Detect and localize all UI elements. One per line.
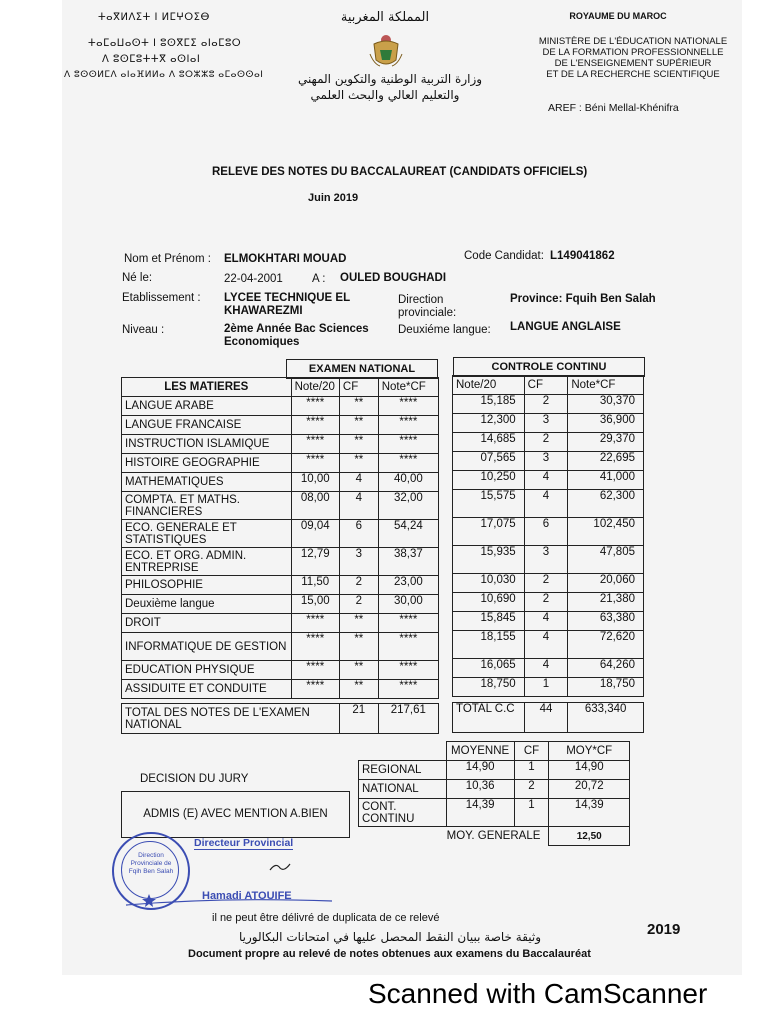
table-row — [453, 433, 644, 452]
national-note-cf-cell: **** — [378, 397, 438, 416]
cc-cf-cell: 2 — [524, 593, 568, 612]
national-cf-cell: ** — [339, 454, 378, 473]
cc-note-cf-cell: 21,380 — [568, 593, 644, 612]
cc-cf-cell: 3 — [524, 414, 568, 433]
ministry-fr-line: DE L'ENSEIGNEMENT SUPÉRIEUR — [554, 58, 712, 69]
avg-col-cf: CF — [514, 742, 549, 761]
ministry-fr-block — [538, 36, 728, 80]
subject-cell: LANGUE FRANCAISE — [122, 416, 292, 435]
general-average-value: 12,50 — [549, 827, 630, 846]
subject-cell: COMPTA. ET MATHS. FINANCIERES — [122, 492, 292, 520]
national-note-cf-cell: **** — [378, 661, 438, 680]
national-cf-cell: ** — [339, 397, 378, 416]
subject-cell: ECO. ET ORG. ADMIN. ENTREPRISE — [122, 548, 292, 576]
table-row — [453, 452, 644, 471]
national-note-cf-cell: 30,00 — [378, 595, 438, 614]
cc-note-cf-cell: 22,695 — [568, 452, 644, 471]
average-moy-cell: 14,39 — [446, 799, 514, 827]
subjects-header: LES MATIERES — [122, 378, 292, 397]
jury-decision: ADMIS (E) AVEC MENTION A.BIEN — [121, 791, 350, 838]
cc-note-cell: 12,300 — [453, 414, 525, 433]
subject-cell: Deuxième langue — [122, 595, 292, 614]
table-row — [122, 492, 439, 520]
total-cc-value: 633,340 — [568, 703, 644, 733]
national-note-cell: 11,50 — [291, 576, 339, 595]
table-row — [122, 548, 439, 576]
average-cf-cell: 1 — [514, 799, 549, 827]
signature-name: Hamadi ATOUIFE — [202, 890, 292, 902]
average-cf-cell: 2 — [514, 780, 549, 799]
table-row — [453, 678, 644, 697]
cc-note-cf-cell: 62,300 — [568, 490, 644, 518]
table-row — [122, 520, 439, 548]
average-moy-cell: 10,36 — [446, 780, 514, 799]
national-note-cf-cell: **** — [378, 633, 438, 661]
cc-cf-cell: 1 — [524, 678, 568, 697]
school-label: Etablissement : — [122, 292, 201, 304]
tifinagh-line-3: ⴷ ⵓⵙⵎⵓⵜⵜⴳ ⴰⵙⵏⴰⵏ — [102, 54, 201, 65]
cc-note-cell: 18,155 — [453, 631, 525, 659]
cc-note-cf-cell: 30,370 — [568, 395, 644, 414]
table-row — [453, 612, 644, 631]
national-cf-cell: 2 — [339, 576, 378, 595]
total-national-cf: 21 — [339, 704, 378, 734]
national-cf-cell: ** — [339, 633, 378, 661]
table-row — [122, 633, 439, 661]
cc-grades-table — [452, 375, 644, 697]
national-note-cf-cell: **** — [378, 416, 438, 435]
direction-label-line: Direction — [398, 294, 444, 306]
average-label-cell: REGIONAL — [359, 761, 447, 780]
school-line: LYCEE TECHNIQUE EL — [224, 292, 351, 304]
level-line: Economiques — [224, 336, 300, 348]
table-row — [453, 471, 644, 490]
level-label: Niveau : — [122, 324, 165, 336]
total-cc-label: TOTAL C.C — [453, 703, 525, 733]
national-note-cell: 10,00 — [291, 473, 339, 492]
subject-cell: LANGUE ARABE — [122, 397, 292, 416]
signature-mark-icon — [268, 858, 292, 876]
cc-cf-cell: 2 — [524, 395, 568, 414]
average-moycf-cell: 20,72 — [549, 780, 630, 799]
level-block — [224, 323, 369, 349]
school-block — [224, 292, 350, 318]
national-note-cf-cell: 38,37 — [378, 548, 438, 576]
subject-cell: HISTOIRE GEOGRAPHIE — [122, 454, 292, 473]
cc-col-cf: CF — [524, 376, 568, 395]
lang2-label: Deuxiéme langue: — [398, 324, 491, 336]
cc-note-cell: 10,250 — [453, 471, 525, 490]
average-cf-cell: 1 — [514, 761, 549, 780]
total-national-label — [122, 704, 340, 734]
born-date: 22-04-2001 — [224, 273, 283, 285]
cc-note-cell: 15,185 — [453, 395, 525, 414]
average-label-cell: NATIONAL — [359, 780, 447, 799]
arabic-ministry-1: وزارة التربية الوطنية والتكوين المهني — [297, 72, 483, 86]
national-note-cell: **** — [291, 397, 339, 416]
table-row — [453, 395, 644, 414]
cc-note-cell: 18,750 — [453, 678, 525, 697]
footer-french: Document propre au relevé de notes obtenues aux examens du Baccalauréat — [188, 948, 591, 960]
national-grades-table — [121, 377, 439, 699]
province: Province: Fquih Ben Salah — [510, 293, 656, 305]
average-moycf-cell: 14,90 — [549, 761, 630, 780]
cc-col-note-cf: Note*CF — [568, 376, 644, 395]
table-row — [122, 397, 439, 416]
national-note-cell: 09,04 — [291, 520, 339, 548]
candidate-name: ELMOKHTARI MOUAD — [224, 253, 347, 265]
cc-note-cell: 16,065 — [453, 659, 525, 678]
cc-cf-cell: 2 — [524, 574, 568, 593]
cc-cf-cell: 3 — [524, 546, 568, 574]
coat-of-arms-icon — [368, 30, 404, 70]
cc-note-cf-cell: 36,900 — [568, 414, 644, 433]
subject-cell: ECO. GENERALE ET STATISTIQUES — [122, 520, 292, 548]
cc-cf-cell: 4 — [524, 612, 568, 631]
total-cc-cf: 44 — [524, 703, 568, 733]
national-note-cell: **** — [291, 633, 339, 661]
session: Juin 2019 — [308, 192, 359, 204]
signature-underline — [124, 895, 334, 909]
cc-cf-cell: 3 — [524, 452, 568, 471]
national-cf-cell: 2 — [339, 595, 378, 614]
national-note-cf-cell: 54,24 — [378, 520, 438, 548]
cc-cf-cell: 4 — [524, 631, 568, 659]
signature-role: Directeur Provincial — [194, 837, 294, 849]
national-cf-cell: ** — [339, 661, 378, 680]
avg-col-moy: MOYENNE — [446, 742, 514, 761]
arabic-ministry-2: والتعليم العالي والبحث العلمي — [310, 88, 460, 102]
national-note-cell: 12,79 — [291, 548, 339, 576]
subject-cell: PHILOSOPHIE — [122, 576, 292, 595]
cc-col-note: Note/20 — [453, 376, 525, 395]
national-note-cell: 15,00 — [291, 595, 339, 614]
national-note-cell: 08,00 — [291, 492, 339, 520]
total-national-label-line: TOTAL DES NOTES DE L'EXAMEN — [125, 706, 310, 719]
national-note-cf-cell: **** — [378, 435, 438, 454]
total-national-value: 217,61 — [378, 704, 438, 734]
averages-table — [358, 741, 630, 846]
table-row — [122, 473, 439, 492]
table-row — [122, 416, 439, 435]
direction-label-block — [398, 294, 456, 320]
arabic-kingdom: المملكة المغربية — [340, 10, 430, 25]
national-cf-cell: ** — [339, 614, 378, 633]
name-label: Nom et Prénom : — [124, 253, 211, 265]
table-row — [359, 761, 630, 780]
table-row — [122, 454, 439, 473]
candidate-code: L149041862 — [550, 250, 615, 262]
cc-note-cf-cell: 47,805 — [568, 546, 644, 574]
average-moycf-cell: 14,39 — [549, 799, 630, 827]
duplicate-note: il ne peut être délivré de duplicata de ce relevé — [212, 912, 440, 924]
national-title: EXAMEN NATIONAL — [286, 359, 438, 379]
national-note-cf-cell: **** — [378, 614, 438, 633]
footer-arabic: وثيقة خاصة ببيان النقط المحصل عليها في امتحانات البكالوريا — [238, 930, 542, 944]
cc-cf-cell: 4 — [524, 490, 568, 518]
cc-note-cf-cell: 102,450 — [568, 518, 644, 546]
stamp-text: Direction Provinciale de Fqih Ben Salah — [128, 852, 174, 875]
born-at-label: A : — [312, 273, 326, 285]
cc-note-cell: 10,690 — [453, 593, 525, 612]
cc-note-cf-cell: 64,260 — [568, 659, 644, 678]
subject-cell: INSTRUCTION ISLAMIQUE — [122, 435, 292, 454]
national-note-cf-cell: **** — [378, 680, 438, 699]
national-note-cf-cell: 40,00 — [378, 473, 438, 492]
col-cf: CF — [339, 378, 378, 397]
average-moy-cell: 14,90 — [446, 761, 514, 780]
tifinagh-line-1: ⵜⴰⴳⵍⴷⵉⵜ ⵏ ⵍⵎⵖⵔⵉⴱ — [98, 12, 210, 23]
ministry-fr-line: DE LA FORMATION PROFESSIONNELLE — [542, 47, 724, 58]
national-note-cf-cell: 23,00 — [378, 576, 438, 595]
cc-note-cell: 10,030 — [453, 574, 525, 593]
ministry-fr-line: ET DE LA RECHERCHE SCIENTIFIQUE — [546, 69, 720, 80]
national-note-cell: **** — [291, 435, 339, 454]
table-row — [453, 631, 644, 659]
level-line: 2ème Année Bac Sciences — [224, 323, 369, 335]
direction-label-line: provinciale: — [398, 307, 457, 319]
cc-total-table — [452, 702, 644, 733]
cc-title: CONTROLE CONTINU — [453, 357, 645, 377]
cc-note-cf-cell: 41,000 — [568, 471, 644, 490]
table-row — [453, 659, 644, 678]
table-row — [453, 574, 644, 593]
table-row — [453, 546, 644, 574]
table-row — [453, 490, 644, 518]
total-national-label-line: NATIONAL — [125, 718, 182, 731]
table-row — [453, 518, 644, 546]
general-average-label: MOY. GENERALE — [359, 827, 549, 846]
average-label-cell: CONT. CONTINU — [359, 799, 447, 827]
national-note-cell: **** — [291, 454, 339, 473]
table-row — [122, 576, 439, 595]
national-cf-cell: 4 — [339, 473, 378, 492]
aref: AREF : Béni Mellal-Khénifra — [548, 102, 679, 114]
document-title: RELEVE DES NOTES DU BACCALAUREAT (CANDIDATS OFFICIELS) — [212, 166, 588, 178]
national-cf-cell: ** — [339, 416, 378, 435]
tifinagh-line-2: ⵜⴰⵎⴰⵡⴰⵙⵜ ⵏ ⵓⵙⴳⵎⵉ ⴰⵏⴰⵎⵓⵔ — [88, 38, 242, 49]
school-line: KHAWAREZMI — [224, 305, 303, 317]
cc-cf-cell: 4 — [524, 471, 568, 490]
cc-note-cell: 15,845 — [453, 612, 525, 631]
ministry-fr-line: MINISTÈRE DE L'ÉDUCATION NATIONALE — [538, 36, 728, 47]
table-row — [122, 595, 439, 614]
national-note-cell: **** — [291, 661, 339, 680]
cc-cf-cell: 2 — [524, 433, 568, 452]
cc-note-cell: 15,935 — [453, 546, 525, 574]
cc-note-cf-cell: 72,620 — [568, 631, 644, 659]
avg-col-moycf: MOY*CF — [549, 742, 630, 761]
code-label: Code Candidat: — [464, 250, 544, 262]
table-row — [122, 661, 439, 680]
cc-note-cf-cell: 18,750 — [568, 678, 644, 697]
tifinagh-line-4: ⴷ ⵓⵙⵙⵍⵎⴷ ⴰⵏⴰⴼⵍⵍⴰ ⴷ ⵓⵔⵣⵣⵓ ⴰⵎⴰⵙⵙⴰⵏ — [64, 70, 264, 80]
averages-corner — [359, 742, 447, 761]
table-row — [122, 614, 439, 633]
national-note-cf-cell: **** — [378, 454, 438, 473]
table-row — [122, 680, 439, 699]
cc-note-cf-cell: 20,060 — [568, 574, 644, 593]
national-cf-cell: 6 — [339, 520, 378, 548]
subject-cell: ASSIDUITE ET CONDUITE — [122, 680, 292, 699]
cc-note-cell: 14,685 — [453, 433, 525, 452]
table-row — [453, 593, 644, 612]
subject-cell: MATHEMATIQUES — [122, 473, 292, 492]
table-row — [453, 414, 644, 433]
born-label: Né le: — [122, 272, 153, 284]
col-note: Note/20 — [291, 378, 339, 397]
lang2: LANGUE ANGLAISE — [510, 321, 621, 333]
cc-cf-cell: 4 — [524, 659, 568, 678]
jury-title: DECISION DU JURY — [140, 773, 249, 785]
national-note-cell: **** — [291, 680, 339, 699]
subject-cell: EDUCATION PHYSIQUE — [122, 661, 292, 680]
cc-cf-cell: 6 — [524, 518, 568, 546]
national-note-cell: **** — [291, 416, 339, 435]
subject-cell: INFORMATIQUE DE GESTION — [122, 633, 292, 661]
cc-note-cell: 15,575 — [453, 490, 525, 518]
national-cf-cell: 4 — [339, 492, 378, 520]
national-note-cell: **** — [291, 614, 339, 633]
born-place: OULED BOUGHADI — [340, 272, 447, 284]
cc-note-cf-cell: 29,370 — [568, 433, 644, 452]
kingdom-fr: ROYAUME DU MAROC — [569, 11, 667, 21]
national-cf-cell: ** — [339, 435, 378, 454]
camscanner-watermark: Scanned with CamScanner — [368, 978, 708, 1009]
national-total-table — [121, 703, 439, 734]
footer-year: 2019 — [647, 921, 681, 938]
table-row — [359, 799, 630, 827]
col-note-cf: Note*CF — [378, 378, 438, 397]
cc-note-cell: 07,565 — [453, 452, 525, 471]
national-note-cf-cell: 32,00 — [378, 492, 438, 520]
national-cf-cell: 3 — [339, 548, 378, 576]
cc-note-cell: 17,075 — [453, 518, 525, 546]
cc-note-cf-cell: 63,380 — [568, 612, 644, 631]
national-cf-cell: ** — [339, 680, 378, 699]
table-row — [122, 435, 439, 454]
table-row — [359, 780, 630, 799]
subject-cell: DROIT — [122, 614, 292, 633]
